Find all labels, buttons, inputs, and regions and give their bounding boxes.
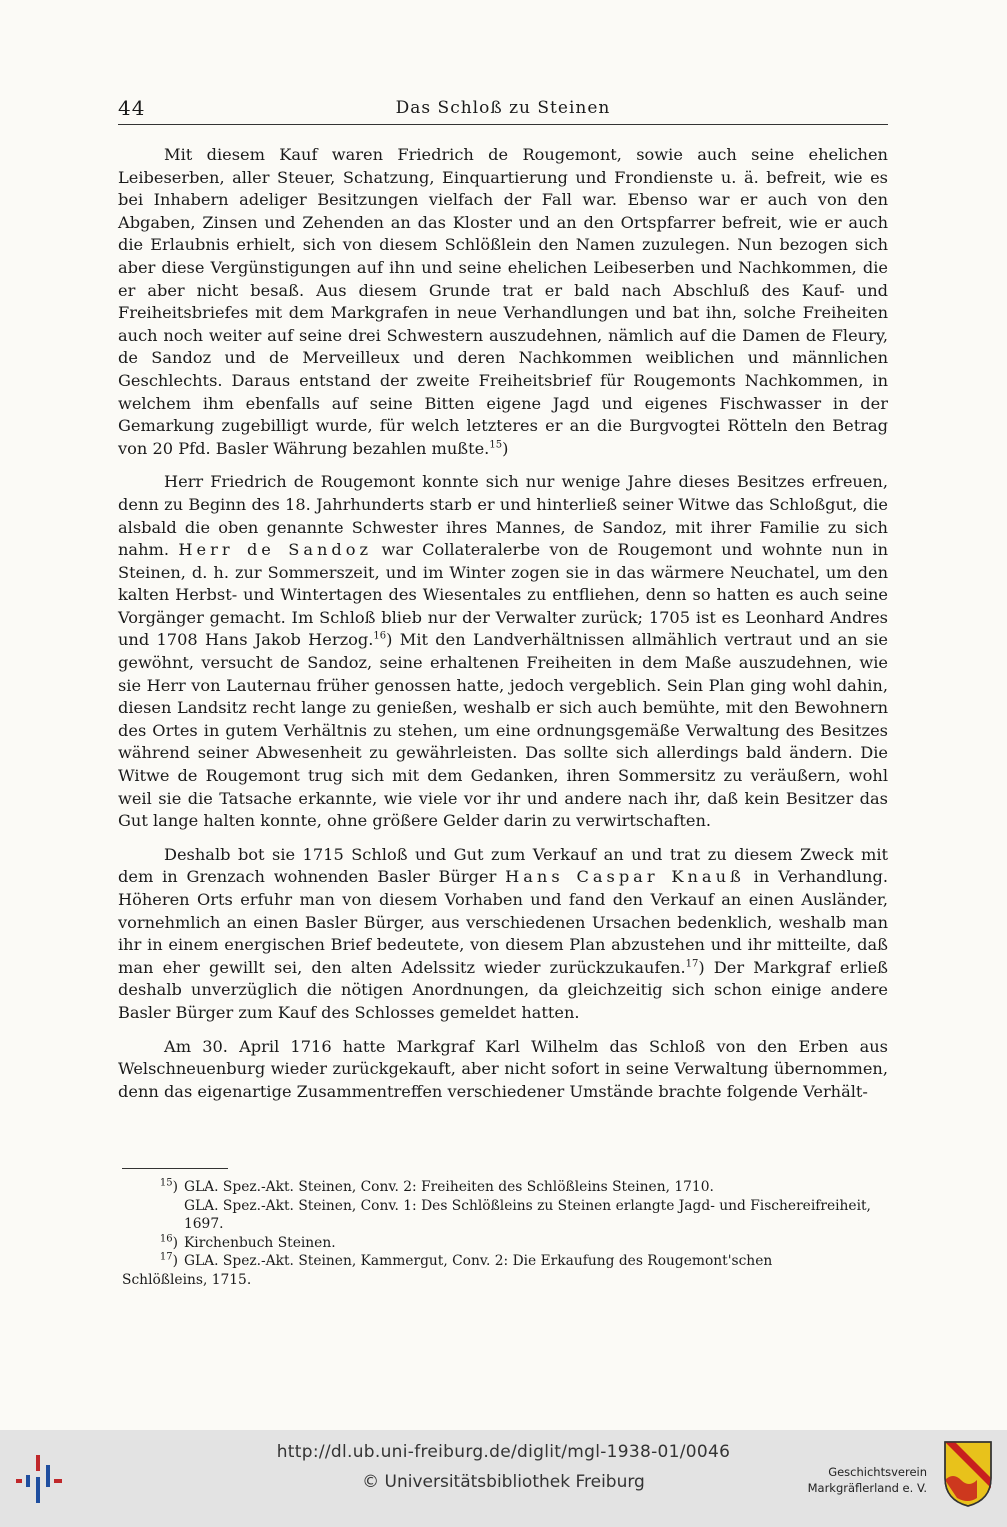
viewer-footer xyxy=(0,1430,1007,1527)
paragraph xyxy=(118,844,888,1025)
text-run: Am 30. April 1716 hatte Markgraf Karl Wilhelm das Schloß von den Erben aus Welschneuenburg wieder zurückgekauft, aber nicht sofort in seine Verwaltung übernommen, denn das eigenartige Zusammentreffen verschiedener Umstände brachte folgende Verhält- xyxy=(118,1036,888,1101)
footnote-line xyxy=(122,1252,888,1271)
footnote-ref: 15 xyxy=(489,439,503,451)
society-line-1: Geschichtsverein xyxy=(828,1465,927,1479)
text-run: Herr Friedrich de Rougemont konnte sich nur wenige Jahre dieses Besitzes erfreuen, denn zu Beginn des 18. Jahrhunderts starb er und hinterließ seiner Witwe das Schloßgut, die alsbald die oben genannte Schwester ihres Mannes, de Sandoz, mit ihrer Familie zu sich nahm. xyxy=(118,472,888,560)
copyright-notice: © Universitätsbibliothek Freiburg xyxy=(362,1472,645,1492)
paragraph xyxy=(118,1036,888,1104)
permalink-url[interactable]: http://dl.ub.uni-freiburg.de/diglit/mgl-1938-01/0046 xyxy=(276,1442,731,1462)
footnote-number: 15 xyxy=(159,1177,173,1189)
text-run: ) Der Markgraf erließ deshalb unverzüglich die nötigen Anordnungen, da gleichzeitig sich schon einige andere Basler Bürger zum Kauf des Schlosses gemeldet hatten. xyxy=(118,957,888,1022)
page-header xyxy=(118,96,888,125)
paragraph xyxy=(118,144,888,460)
body-text xyxy=(118,144,888,1114)
footnote-mark: $^{17}$) xyxy=(159,1251,178,1270)
footnote-continuation: GLA. Spez.-Akt. Steinen, Conv. 1: Des Schlößleins zu Steinen erlangte Jagd- und Fischereifreiheit, 1697. xyxy=(184,1197,871,1233)
footnote-line xyxy=(122,1178,888,1197)
footnotes xyxy=(122,1178,888,1290)
text-run: ) xyxy=(502,438,509,458)
text-run: Deshalb bot sie 1715 Schloß und Gut zum Verkauf an und trat zu diesem Zweck mit dem in Grenzach wohnenden Basler Bürger xyxy=(118,844,888,887)
footnote-ref: 17 xyxy=(685,958,699,970)
footnote-text: GLA. Spez.-Akt. Steinen, Conv. 2: Freiheiten des Schlößleins Steinen, 1710. xyxy=(184,1179,714,1195)
footnote-continuation: Schlößleins, 1715. xyxy=(122,1271,252,1288)
footnote-rule xyxy=(122,1168,228,1169)
text-run: ) Mit den Landverhältnissen allmählich vertraut und an sie gewöhnt, versucht de Sandoz, seine erhaltenen Freiheiten in dem Maße auszudehnen, wie sie Herr von Lauternau früher genossen hatte, jedoch vergeblich. Sein Plan ging wohl dahin, diesen Landsitz recht lange zu genießen, weshalb er sich auch bemühte, mit den Bewohnern des Ortes in gutem Verhältnis zu stehen, um eine ordnungsgemäße Verwaltung des Besitzes während seiner Abwesenheit zu gewährleisten. Das sollte sich allerdings bald ändern. Die Witwe de Rougemont trug sich mit dem Gedanken, ihren Sommersitz zu veräußern, wohl weil sie die Tatsache erkannte, wie viele vor ihr und andere nach ihr, daß kein Besitzer das Gut lange halten konnte, ohne größere Gelder darin zu verwirtschaften. xyxy=(118,630,889,831)
spaced-name: Hans Caspar Knauß xyxy=(505,867,745,887)
page-number: 44 xyxy=(118,96,146,120)
footnote-mark: $^{16}$) xyxy=(159,1233,178,1251)
footnote xyxy=(122,1252,888,1289)
society-name xyxy=(808,1464,927,1496)
footnote-text: Kirchenbuch Steinen. xyxy=(184,1234,336,1251)
footnote-number: 17 xyxy=(159,1251,173,1263)
running-title: Das Schloß zu Steinen xyxy=(395,98,611,118)
footnote-number: 16 xyxy=(159,1233,173,1245)
text-run: war Collateralerbe von de Rougemont und wohnte nun in Steinen, d. h. zur Sommerszeit, und im Winter zogen sie in das wärmere Neuchatel, um den kalten Herbst- und Wintertagen des Wiesentales zu entfliehen, denn so hatten es auch seine Vorgänger gemacht. Im Schloß blieb nur der Verwalter zurück; 1705 ist es Leonhard Andres und 1708 Hans Jakob Herzog. xyxy=(118,540,888,650)
coat-of-arms-icon xyxy=(943,1440,993,1508)
footnote-line xyxy=(122,1234,888,1253)
text-run: Mit diesem Kauf waren Friedrich de Rougemont, sowie auch seine ehelichen Leibeserben, aller Steuer, Schatzung, Einquartierung und Frondienste u. ä. befreit, wie es bei Inhabern adeliger Besitzungen vielfach der Fall war. Ebenso war er auch von den Abgaben, Zinsen und Zehenden an das Kloster und an den Ortspfarrer befreit, wie er auch die Erlaubnis erhielt, sich von diesem Schlößlein den Namen zuzulegen. Nun bezogen sich aber diese Vergünstigungen auf ihn und seine ehelichen Leibeserben und Nachkommen, die er aber nicht besaß. Aus diesem Grunde trat er bald nach Abschluß des Kauf- und Freiheitsbriefes mit dem Markgrafen in neue Verhandlungen und bat ihn, solche Freiheiten auch noch weiter auf seine drei Schwestern auszudehnen, nämlich auf die Damen de Fleury, de Sandoz und de Merveilleux und deren Nachkommen weiblichen und männlichen Geschlechts. Daraus entstand der zweite Freiheitsbrief für Rougemonts Nachkommen, in welchem ihm ebenfalls auf seine Bitten eigene Jagd und eigenes Fischwasser in der Gemarkung zugebilligt wurde, für welch letzteres er an die Burgvogtei Rötteln den Betrag von 20 Pfd. Basler Währung bezahlen mußte. xyxy=(118,145,888,458)
footnote-text: GLA. Spez.-Akt. Steinen, Kammergut, Conv. 2: Die Erkaufung des Rougemont'schen xyxy=(184,1253,773,1270)
text-run: in Verhandlung. Höheren Orts erfuhr man von diesem Vorhaben und fand den Verkauf an einen Ausländer, vornehmlich an einen Basler Bürger, aus verschiedenen Ursachen bedenklich, weshalb man ihr in einem energischen Brief bedeutete, von diesem Plan abzustehen und ihr mitteilte, daß man eher gewillt sei, den alten Adelssitz wieder zurückzukaufen. xyxy=(118,867,888,977)
footnote xyxy=(122,1178,888,1234)
paragraph xyxy=(118,471,888,833)
footnote-ref: 16 xyxy=(373,631,387,643)
spaced-name: Herr de Sandoz xyxy=(178,540,373,560)
society-line-2: Markgräflerland e. V. xyxy=(807,1481,927,1495)
footnote-mark: $^{15}$) xyxy=(159,1177,178,1195)
footnote xyxy=(122,1234,888,1253)
